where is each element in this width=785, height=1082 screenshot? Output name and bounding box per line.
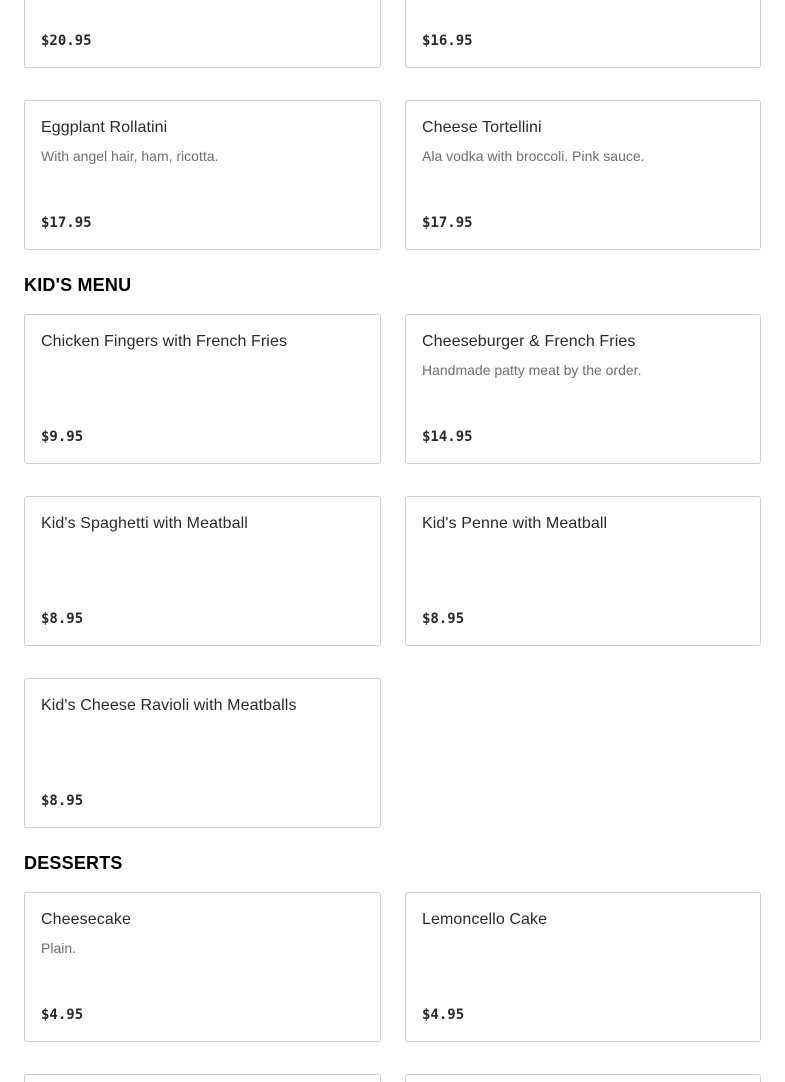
item-price: $8.95 [41,793,84,809]
menu-item-card[interactable] [405,100,761,250]
menu-item-card[interactable] [24,496,381,646]
item-price: $4.95 [422,1007,465,1023]
item-price: $14.95 [422,429,473,445]
menu-item-card[interactable] [405,892,761,1042]
menu-item-card[interactable] [24,1074,381,1082]
menu-item-card[interactable] [405,496,761,646]
item-price: $20.95 [41,33,92,49]
menu-item-card[interactable] [405,0,761,68]
section-title-desserts: DESSERTS [24,853,123,873]
item-name: Chicken Fingers with French Fries [41,333,288,350]
item-name: Kid's Cheese Ravioli with Meatballs [41,697,297,714]
menu-item-card[interactable] [405,314,761,464]
item-name: Cheesecake [41,911,131,928]
menu-item-card[interactable] [24,678,381,828]
item-price: $17.95 [41,215,92,231]
item-description: Handmade patty meat by the order. [422,362,642,378]
item-price: $8.95 [41,611,84,627]
item-name: Eggplant Rollatini [41,119,168,136]
item-name: Cheeseburger & French Fries [422,333,636,350]
menu-item-card[interactable] [24,892,381,1042]
item-name: Lemoncello Cake [422,911,548,928]
menu-item-card[interactable] [24,0,381,68]
item-price: $4.95 [41,1007,84,1023]
item-price: $16.95 [422,33,473,49]
menu-item-card[interactable] [24,100,381,250]
item-description: Plain. [41,940,77,956]
section-title-kids-menu: KID'S MENU [24,275,132,295]
menu-item-card[interactable] [24,314,381,464]
item-name: Cheese Tortellini [422,119,542,136]
item-price: $9.95 [41,429,84,445]
item-name: Kid's Penne with Meatball [422,515,608,532]
item-name: Kid's Spaghetti with Meatball [41,515,248,532]
menu-item-card[interactable] [405,1074,761,1082]
item-price: $17.95 [422,215,473,231]
item-price: $8.95 [422,611,465,627]
item-description: With angel hair, ham, ricotta. [41,148,219,164]
item-description: Ala vodka with broccoli. Pink sauce. [422,148,645,164]
